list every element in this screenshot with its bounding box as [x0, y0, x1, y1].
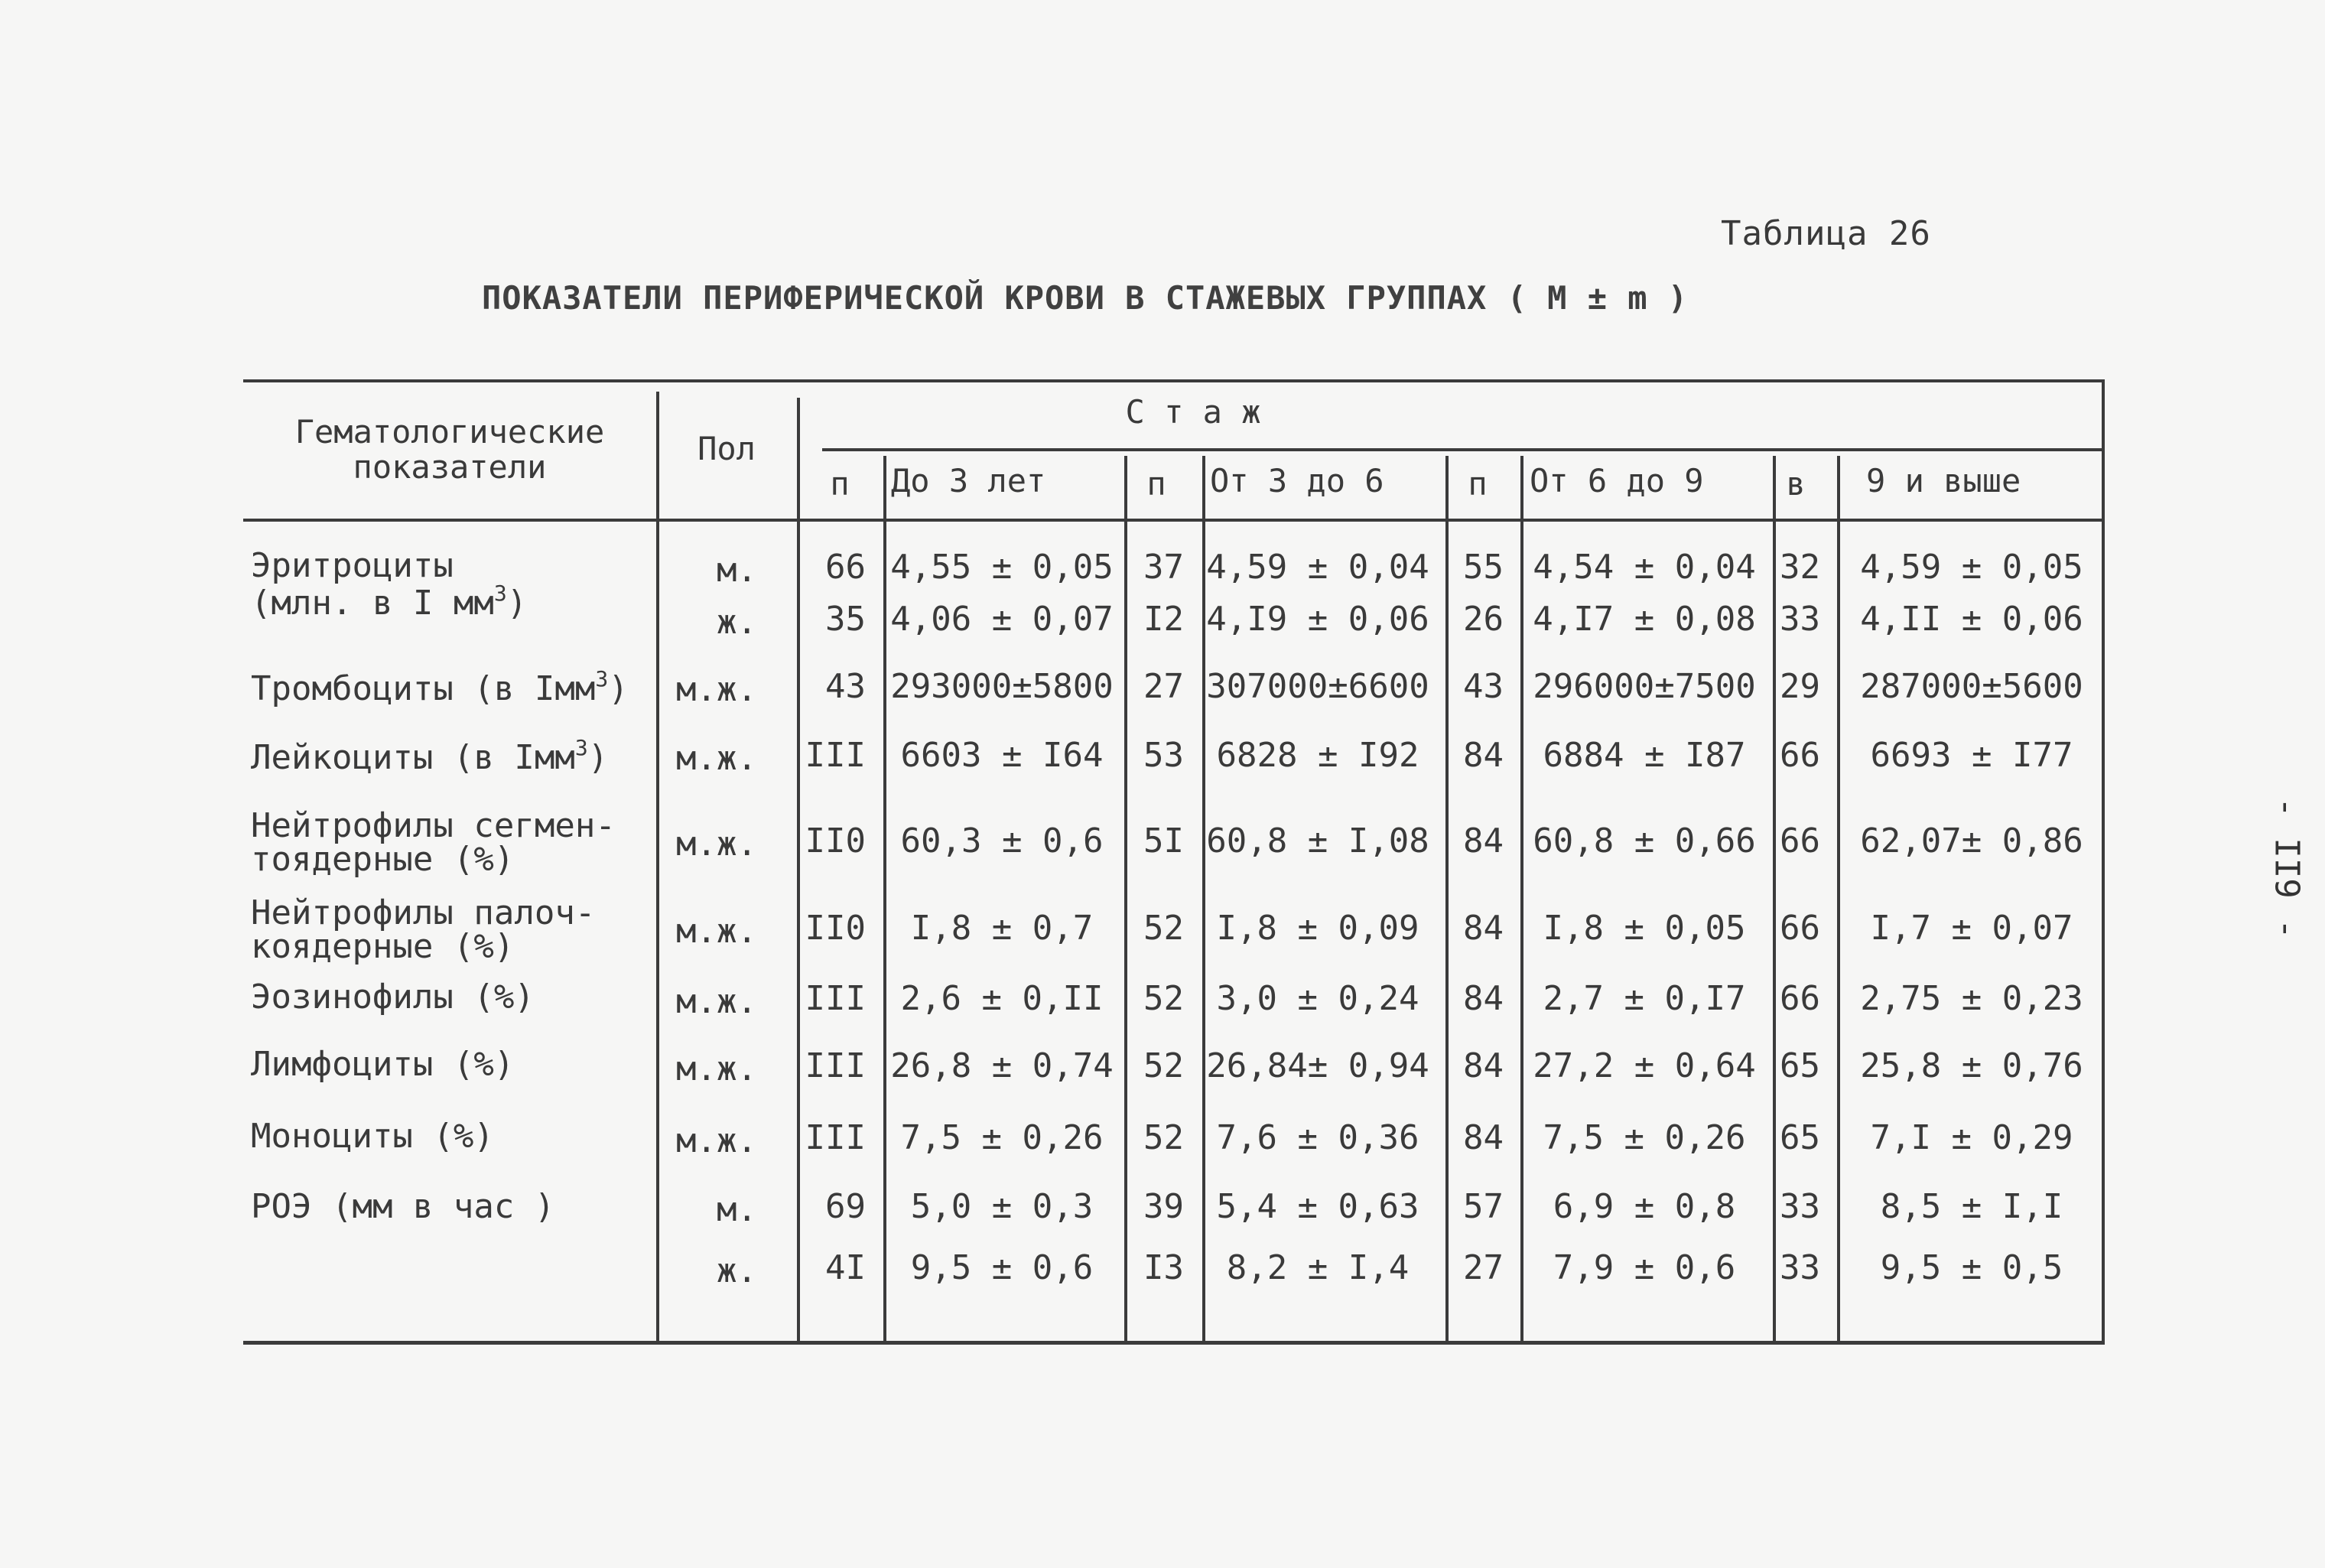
- n-cell: 55: [1463, 548, 1504, 587]
- n-cell: 33: [1780, 1248, 1820, 1287]
- value-cell: 307000±6600: [1206, 667, 1429, 706]
- n-cell: 52: [1143, 1118, 1184, 1157]
- n-cell: 69: [825, 1187, 866, 1226]
- row-label-line: Лимфоциты (%): [251, 1045, 515, 1084]
- n-cell: 65: [1780, 1046, 1820, 1085]
- n-cell: 57: [1463, 1187, 1504, 1226]
- row-label: [251, 1187, 555, 1226]
- row-label: [251, 1045, 515, 1084]
- col-divider-3: [1202, 456, 1205, 1342]
- row-label-line: Моноциты (%): [251, 1117, 494, 1156]
- value-cell: 2,6 ± 0,II: [900, 979, 1104, 1018]
- n-cell: I3: [1143, 1248, 1184, 1287]
- n-cell: 84: [1463, 821, 1504, 860]
- value-cell: 7,5 ± 0,26: [1543, 1118, 1746, 1157]
- n-cell: 4I: [825, 1248, 866, 1287]
- n-cell: 66: [1780, 979, 1820, 1018]
- value-cell: I,7 ± 0,07: [1870, 909, 2073, 948]
- value-cell: 8,2 ± I,4: [1226, 1248, 1410, 1287]
- value-cell: 4,55 ± 0,05: [890, 548, 1114, 587]
- value-cell: 9,5 ± 0,6: [910, 1248, 1094, 1287]
- header-indicator-line: показатели: [353, 448, 547, 486]
- row-label-line: Эритроциты: [251, 546, 454, 585]
- row-label: [251, 546, 528, 623]
- col-divider-5: [1520, 456, 1523, 1342]
- row-label-line: РОЭ (мм в час ): [251, 1187, 555, 1226]
- col-divider-4: [1445, 456, 1449, 1342]
- n-cell: 84: [1463, 909, 1504, 948]
- table-title: ПОКАЗАТЕЛИ ПЕРИФЕРИЧЕСКОЙ КРОВИ В СТАЖЕВЫХ ГРУППАХ ( М ± m ): [482, 279, 1689, 317]
- row-label-line: Нейтрофилы палоч-: [251, 893, 596, 932]
- n-cell: 52: [1143, 979, 1184, 1018]
- value-cell: 4,54 ± 0,04: [1533, 548, 1756, 587]
- n-cell: III: [805, 1118, 866, 1157]
- value-cell: 4,59 ± 0,05: [1860, 548, 2083, 587]
- n-cell: 52: [1143, 909, 1184, 948]
- n-cell: II0: [805, 821, 866, 860]
- value-cell: 7,5 ± 0,26: [900, 1118, 1104, 1157]
- n-cell: III: [805, 736, 866, 775]
- row-label-line: Лейкоциты (в Iмм$^3$): [251, 735, 609, 777]
- row-label: [251, 806, 616, 879]
- n-cell: 27: [1143, 667, 1184, 706]
- n-cell: 84: [1463, 1046, 1504, 1085]
- header-stazh: С т а ж: [1125, 393, 1261, 431]
- n-cell: 52: [1143, 1046, 1184, 1085]
- n-cell: 65: [1780, 1118, 1820, 1157]
- value-cell: 6884 ± I87: [1543, 736, 1746, 775]
- n-cell: 66: [1780, 736, 1820, 775]
- row-label: [251, 978, 535, 1017]
- value-cell: 7,I ± 0,29: [1870, 1118, 2073, 1157]
- page-number: - II9 -: [2267, 797, 2307, 939]
- col-divider-1: [883, 456, 886, 1342]
- value-cell: 27,2 ± 0,64: [1533, 1046, 1756, 1085]
- sex-cell: м.ж.: [676, 1121, 757, 1160]
- n-cell: III: [805, 979, 866, 1018]
- sex-cell: м.: [717, 1190, 757, 1229]
- value-cell: 4,I9 ± 0,06: [1206, 600, 1429, 639]
- sex-cell: м.ж.: [676, 982, 757, 1021]
- sex-cell: м.ж.: [676, 739, 757, 778]
- row-label: [251, 893, 596, 966]
- n-cell: 53: [1143, 736, 1184, 775]
- table-bottom-rule: [243, 1341, 2102, 1345]
- value-cell: 8,5 ± I,I: [1880, 1187, 2063, 1226]
- value-cell: 6693 ± I77: [1870, 736, 2073, 775]
- value-cell: 2,75 ± 0,23: [1860, 979, 2083, 1018]
- n-cell: 43: [825, 667, 866, 706]
- value-cell: 293000±5800: [890, 667, 1114, 706]
- n-cell: 33: [1780, 600, 1820, 639]
- n-cell: 32: [1780, 548, 1820, 587]
- n-cell: 29: [1780, 667, 1820, 706]
- value-cell: 4,59 ± 0,04: [1206, 548, 1429, 587]
- value-cell: 60,8 ± 0,66: [1533, 821, 1756, 860]
- value-cell: 60,8 ± I,08: [1206, 821, 1429, 860]
- header-n-3: п: [1468, 465, 1488, 503]
- n-cell: 66: [1780, 909, 1820, 948]
- row-label: [251, 1117, 494, 1156]
- value-cell: 60,3 ± 0,6: [900, 821, 1104, 860]
- sex-cell: м.ж.: [676, 825, 757, 864]
- value-cell: I,8 ± 0,7: [910, 909, 1094, 948]
- row-label-line: (млн. в I $мм^3$): [251, 581, 528, 623]
- n-cell: 33: [1780, 1187, 1820, 1226]
- n-cell: 84: [1463, 736, 1504, 775]
- value-cell: 4,II ± 0,06: [1860, 600, 2083, 639]
- sex-cell: ж.: [717, 1251, 757, 1290]
- value-cell: I,8 ± 0,09: [1216, 909, 1419, 948]
- value-cell: 4,I7 ± 0,08: [1533, 600, 1756, 639]
- n-cell: 84: [1463, 1118, 1504, 1157]
- value-cell: 6828 ± I92: [1216, 736, 1419, 775]
- table-top-rule: [243, 379, 2102, 382]
- col-divider-label: [656, 392, 659, 1342]
- header-period-1: До 3 лет: [891, 462, 1046, 499]
- n-cell: I2: [1143, 600, 1184, 639]
- n-cell: 84: [1463, 979, 1504, 1018]
- n-cell: 35: [825, 600, 866, 639]
- value-cell: I,8 ± 0,05: [1543, 909, 1746, 948]
- value-cell: 287000±5600: [1860, 667, 2083, 706]
- value-cell: 26,8 ± 0,74: [890, 1046, 1114, 1085]
- n-cell: 39: [1143, 1187, 1184, 1226]
- header-period-4: 9 и выше: [1866, 462, 2021, 499]
- header-n-2: п: [1146, 465, 1166, 503]
- value-cell: 5,0 ± 0,3: [910, 1187, 1094, 1226]
- col-divider-sex: [797, 398, 800, 1342]
- col-divider-2: [1124, 456, 1127, 1342]
- value-cell: 6603 ± I64: [900, 736, 1104, 775]
- header-period-2: От 3 до 6: [1210, 462, 1384, 499]
- row-label-line: тоядерные (%): [251, 840, 515, 879]
- row-label-line: Нейтрофилы сегмен-: [251, 806, 616, 845]
- n-cell: 37: [1143, 548, 1184, 587]
- value-cell: 25,8 ± 0,76: [1860, 1046, 2083, 1085]
- header-period-3: От 6 до 9: [1530, 462, 1704, 499]
- stazh-rule: [822, 448, 2102, 451]
- value-cell: 6,9 ± 0,8: [1553, 1187, 1736, 1226]
- header-indicator: [295, 415, 605, 485]
- sex-cell: ж.: [717, 603, 757, 642]
- value-cell: 9,5 ± 0,5: [1880, 1248, 2063, 1287]
- row-label-line: Тромбоциты (в Iмм$^3$): [251, 666, 629, 708]
- value-cell: 3,0 ± 0,24: [1216, 979, 1419, 1018]
- value-cell: 5,4 ± 0,63: [1216, 1187, 1419, 1226]
- table-number: Таблица 26: [1721, 214, 1931, 253]
- n-cell: 43: [1463, 667, 1504, 706]
- col-divider-6: [1773, 456, 1776, 1342]
- value-cell: 7,9 ± 0,6: [1553, 1248, 1736, 1287]
- value-cell: 4,06 ± 0,07: [890, 600, 1114, 639]
- value-cell: 62,07± 0,86: [1860, 821, 2083, 860]
- n-cell: II0: [805, 909, 866, 948]
- row-label: [251, 737, 608, 775]
- sex-cell: м.: [717, 551, 757, 590]
- header-n-4: в: [1786, 465, 1806, 503]
- sex-cell: м.ж.: [676, 912, 757, 951]
- header-bottom-rule: [243, 519, 2102, 522]
- value-cell: 7,6 ± 0,36: [1216, 1118, 1419, 1157]
- value-cell: 296000±7500: [1533, 667, 1756, 706]
- table-right-rule: [2102, 379, 2105, 1345]
- value-cell: 26,84± 0,94: [1206, 1046, 1429, 1085]
- n-cell: 66: [825, 548, 866, 587]
- row-label: [251, 666, 629, 708]
- col-divider-7: [1837, 456, 1840, 1342]
- row-label-line: коядерные (%): [251, 927, 515, 966]
- header-sex: Пол: [698, 430, 756, 467]
- row-label-line: Эозинофилы (%): [251, 978, 535, 1017]
- n-cell: 66: [1780, 821, 1820, 860]
- n-cell: 27: [1463, 1248, 1504, 1287]
- header-n-1: п: [830, 465, 850, 503]
- n-cell: 5I: [1143, 821, 1184, 860]
- header-indicator-line: Гематологические: [294, 413, 605, 451]
- value-cell: 2,7 ± 0,I7: [1543, 979, 1746, 1018]
- sex-cell: м.ж.: [676, 1049, 757, 1088]
- n-cell: 26: [1463, 600, 1504, 639]
- n-cell: III: [805, 1046, 866, 1085]
- sex-cell: м.ж.: [676, 670, 757, 709]
